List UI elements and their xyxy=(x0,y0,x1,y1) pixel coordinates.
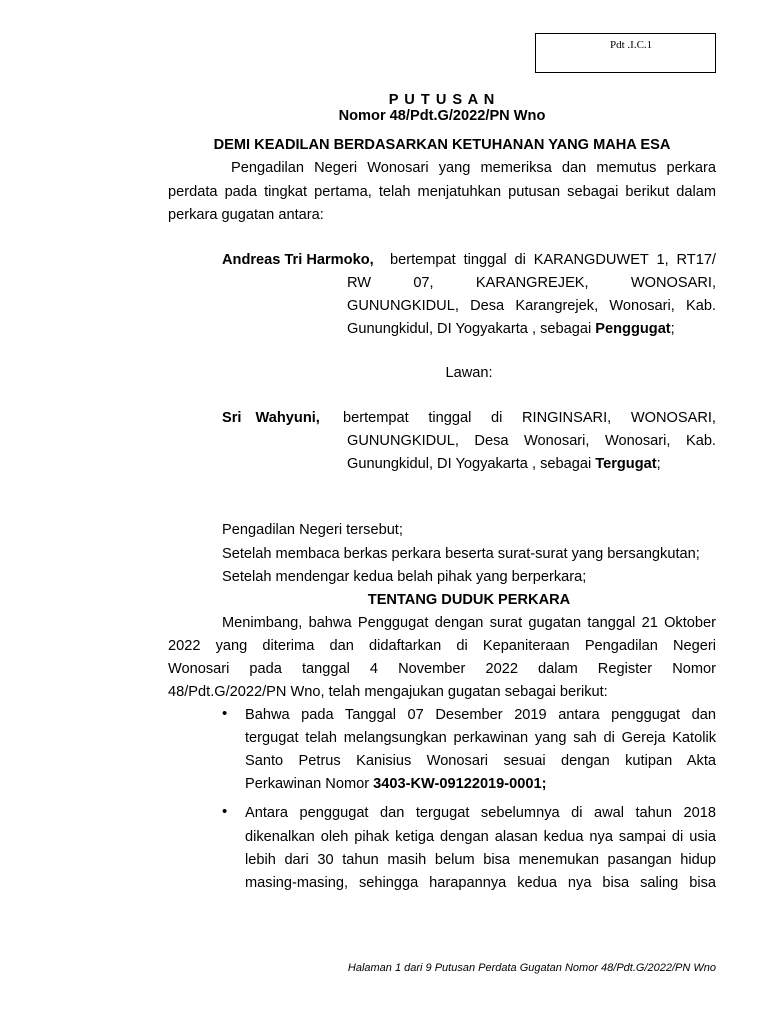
statement-line: Setelah membaca berkas perkara beserta surat-surat yang bersangkutan; xyxy=(222,546,700,562)
document-title: P U T U S A N xyxy=(388,92,496,108)
page-footer: Halaman 1 dari 9 Putusan Perdata Gugatan Nomor 48/Pdt.G/2022/PN Wno xyxy=(347,962,716,974)
document-code: Pdt .I.C.1 xyxy=(610,39,653,51)
statement-line: Pengadilan Negeri tersebut; xyxy=(222,522,403,538)
intro-line-3: perkara gugatan antara: xyxy=(168,207,324,223)
tergugat-suffix: ; xyxy=(656,456,661,472)
menimbang-line-4: 48/Pdt.G/2022/PN Wno, telah mengajukan gugatan sebagai berikut: xyxy=(168,684,608,700)
bullet-2-line: dikenalkan oleh pihak ketiga dengan alasan kedua nya sampai di usia xyxy=(245,829,716,845)
bullet-2-line: Antara penggugat dan tergugat sebelumnya di awal tahun 2018 xyxy=(245,805,716,821)
statement-line: Setelah mendengar kedua belah pihak yang berperkara; xyxy=(222,569,587,585)
penggugat-address-line: RW 07, KARANGREJEK, WONOSARI, xyxy=(347,275,716,291)
penggugat-name: Andreas Tri Harmoko, xyxy=(222,252,374,268)
penggugat-address-first: bertempat tinggal di KARANGDUWET 1, RT17/ xyxy=(390,252,716,268)
demi-keadilan-heading: DEMI KEADILAN BERDASARKAN KETUHANAN YANG MAHA ESA xyxy=(213,137,671,153)
penggugat-address-last xyxy=(347,321,675,337)
penggugat-address-line: GUNUNGKIDUL, Desa Karangrejek, Wonosari, Kab. xyxy=(347,298,716,314)
bullet-1-line: tergugat telah melangsungkan perkawinan yang sah di Gereja Katolik xyxy=(245,730,716,746)
bullet-1-line: Bahwa pada Tanggal 07 Desember 2019 antara penggugat dan xyxy=(245,707,716,723)
bullet-2-line: masing-masing, sehingga harapannya kedua nya bisa saling bisa xyxy=(245,875,716,891)
menimbang-line-1: Menimbang, bahwa Penggugat dengan surat gugatan tanggal 21 Oktober xyxy=(222,615,716,631)
tergugat-role: Tergugat xyxy=(595,456,657,472)
tergugat-address-last xyxy=(347,456,661,472)
bullet-dot-icon: • xyxy=(222,705,228,722)
tergugat-address-line: GUNUNGKIDUL, Desa Wonosari, Wonosari, Kab. xyxy=(347,433,716,449)
akta-number: 3403-KW-09122019-0001; xyxy=(373,776,547,792)
tergugat-name: Sri Wahyuni, xyxy=(222,410,320,426)
intro-line-1: Pengadilan Negeri Wonosari yang memeriksa dan memutus perkara xyxy=(231,160,716,176)
menimbang-line-3: Wonosari pada tanggal 4 November 2022 dalam Register Nomor xyxy=(168,661,716,677)
section-title: TENTANG DUDUK PERKARA xyxy=(367,592,571,608)
intro-line-2: perdata pada tingkat pertama, telah menjatuhkan putusan sebagai berikut dalam xyxy=(168,184,716,200)
bullet-2-line: lebih dari 30 tahun masih belum bisa menemukan pasangan hidup xyxy=(245,852,716,868)
bullet-1-line: Santo Petrus Kanisius Wonosari sesuai dengan kutipan Akta xyxy=(245,753,716,769)
tergugat-address-last-text: Gunungkidul, DI Yogyakarta , sebagai xyxy=(347,456,596,472)
penggugat-role: Penggugat xyxy=(595,321,671,337)
bullet-1-last-text: Perkawinan Nomor xyxy=(245,776,374,792)
menimbang-line-2: 2022 yang diterima dan didaftarkan di Kepaniteraan Pengadilan Negeri xyxy=(168,638,716,654)
document-code-box xyxy=(535,33,716,73)
tergugat-address-first: bertempat tinggal di RINGINSARI, WONOSARI, xyxy=(343,410,716,426)
case-number: Nomor 48/Pdt.G/2022/PN Wno xyxy=(338,108,546,124)
lawan-label: Lawan: xyxy=(445,365,493,381)
penggugat-suffix: ; xyxy=(670,321,675,337)
bullet-1-last-line xyxy=(245,776,546,792)
bullet-dot-icon: • xyxy=(222,803,228,820)
penggugat-address-last-text: Gunungkidul, DI Yogyakarta , sebagai xyxy=(347,321,596,337)
